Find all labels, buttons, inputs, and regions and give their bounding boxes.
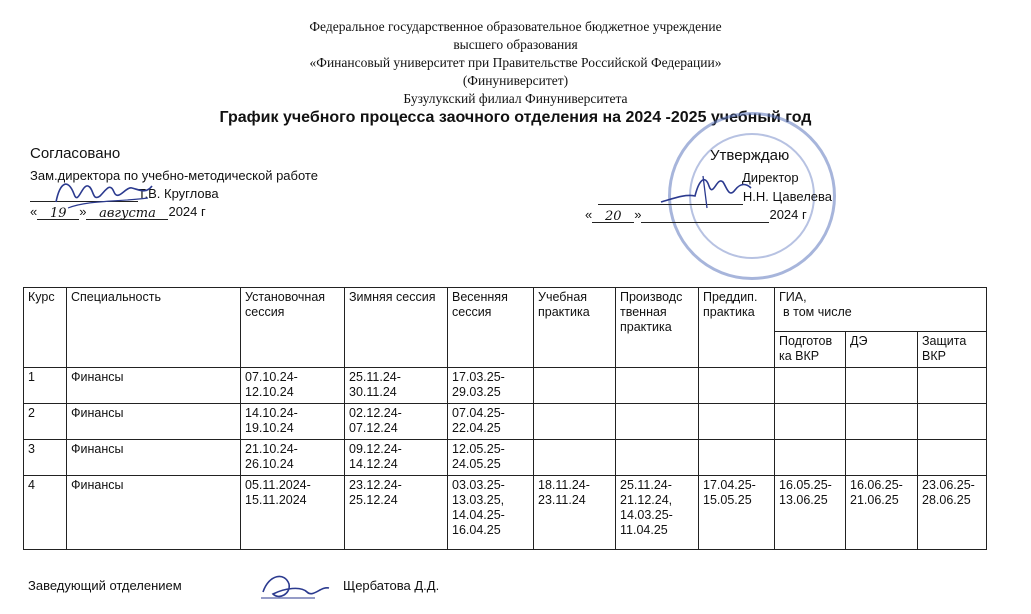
cell-specialty: Финансы xyxy=(67,368,241,404)
cell-course: 1 xyxy=(24,368,67,404)
cell-installation: 07.10.24-12.10.24 xyxy=(241,368,345,404)
cell-vkr-prep xyxy=(775,368,846,404)
header-gia-label: ГИА, xyxy=(779,290,807,304)
cell-de: 16.06.25-21.06.25 xyxy=(846,476,918,550)
document-title: График учебного процесса заочного отделения на 2024 -2025 учебный год xyxy=(219,109,812,126)
cell-vkr-defense: 23.06.25-28.06.25 xyxy=(918,476,987,550)
cell-vkr-defense xyxy=(918,404,987,440)
date-close-quote: » xyxy=(634,207,642,222)
confirm-position: Директор xyxy=(742,170,799,185)
schedule-table xyxy=(23,287,987,550)
cell-prediploma: 17.04.25-15.05.25 xyxy=(699,476,775,550)
header-line: высшего образования xyxy=(453,37,578,52)
cell-production-practice xyxy=(616,440,699,476)
cell-specialty: Финансы xyxy=(67,404,241,440)
approved-signature-icon xyxy=(48,172,158,216)
confirm-signature-icon xyxy=(655,168,755,214)
approved-date-month: августа xyxy=(86,206,168,220)
cell-specialty: Финансы xyxy=(67,476,241,550)
header-line: Бузулукский филиал Финуниверситета xyxy=(403,91,628,106)
cell-prediploma xyxy=(699,404,775,440)
cell-study-practice xyxy=(534,404,616,440)
table-row xyxy=(24,404,987,440)
header-study-practice: Учебная практика xyxy=(534,288,616,368)
header-gia xyxy=(775,288,987,332)
header-line: Федеральное государственное образовательное бюджетное учреждение xyxy=(309,19,722,34)
date-open-quote: « xyxy=(30,204,38,219)
cell-spring: 12.05.25-24.05.25 xyxy=(448,440,534,476)
approved-date-year: 2024 г xyxy=(168,204,206,219)
table-row xyxy=(24,368,987,404)
cell-course: 3 xyxy=(24,440,67,476)
table-header-row xyxy=(24,288,987,332)
cell-de xyxy=(846,404,918,440)
confirm-title: Утверждаю xyxy=(710,147,790,164)
header-production-practice: Производс твенная практика xyxy=(616,288,699,368)
cell-installation: 14.10.24-19.10.24 xyxy=(241,404,345,440)
cell-study-practice xyxy=(534,368,616,404)
header-installation-session: Установочная сессия xyxy=(241,288,345,368)
header-spring-session: Весенняя сессия xyxy=(448,288,534,368)
header-specialty: Специальность xyxy=(67,288,241,368)
confirm-date-year: 2024 г xyxy=(769,207,807,222)
footer-position: Заведующий отделением xyxy=(28,578,182,593)
header-line: «Финансовый университет при Правительстве Российской Федерации» xyxy=(309,55,722,70)
cell-course: 4 xyxy=(24,476,67,550)
cell-production-practice: 25.11.24-21.12.24, 14.03.25-11.04.25 xyxy=(616,476,699,550)
cell-installation: 05.11.2024-15.11.2024 xyxy=(241,476,345,550)
footer-name: Щербатова Д.Д. xyxy=(343,578,440,593)
header-prediploma-practice: Преддип. практика xyxy=(699,288,775,368)
cell-vkr-defense xyxy=(918,440,987,476)
institution-header xyxy=(0,18,1031,108)
cell-vkr-prep xyxy=(775,440,846,476)
cell-winter: 02.12.24-07.12.24 xyxy=(345,404,448,440)
header-course: Курс xyxy=(24,288,67,368)
header-line: (Финуниверситет) xyxy=(462,73,569,88)
cell-de xyxy=(846,368,918,404)
cell-study-practice: 18.11.24-23.11.24 xyxy=(534,476,616,550)
header-gia-sub: в том числе xyxy=(783,305,852,319)
cell-course: 2 xyxy=(24,404,67,440)
confirm-date-day: 20 xyxy=(592,209,634,223)
cell-vkr-defense xyxy=(918,368,987,404)
confirm-name: Н.Н. Цавелева xyxy=(742,189,832,204)
cell-winter: 25.11.24-30.11.24 xyxy=(345,368,448,404)
cell-installation: 21.10.24-26.10.24 xyxy=(241,440,345,476)
cell-study-practice xyxy=(534,440,616,476)
header-de: ДЭ xyxy=(846,332,918,368)
date-close-quote: » xyxy=(79,204,87,219)
date-open-quote: « xyxy=(585,207,593,222)
header-vkr-defense: Защита ВКР xyxy=(918,332,987,368)
footer-signature-icon xyxy=(255,566,335,606)
table-row xyxy=(24,440,987,476)
header-vkr-prep: Подготов ка ВКР xyxy=(775,332,846,368)
approved-name: Т.В. Круглова xyxy=(138,186,219,201)
cell-spring: 07.04.25-22.04.25 xyxy=(448,404,534,440)
cell-production-practice xyxy=(616,368,699,404)
approved-position: Зам.директора по учебно-методической работе xyxy=(30,168,318,183)
cell-vkr-prep: 16.05.25-13.06.25 xyxy=(775,476,846,550)
cell-winter: 23.12.24-25.12.24 xyxy=(345,476,448,550)
cell-winter: 09.12.24-14.12.24 xyxy=(345,440,448,476)
cell-prediploma xyxy=(699,368,775,404)
approved-title: Согласовано xyxy=(30,145,121,162)
cell-spring: 03.03.25-13.03.25, 14.04.25-16.04.25 xyxy=(448,476,534,550)
cell-production-practice xyxy=(616,404,699,440)
cell-vkr-prep xyxy=(775,404,846,440)
cell-de xyxy=(846,440,918,476)
cell-spring: 17.03.25-29.03.25 xyxy=(448,368,534,404)
cell-specialty: Финансы xyxy=(67,440,241,476)
header-winter-session: Зимняя сессия xyxy=(345,288,448,368)
table-row xyxy=(24,476,987,550)
cell-prediploma xyxy=(699,440,775,476)
approved-date-day: 19 xyxy=(37,206,79,220)
